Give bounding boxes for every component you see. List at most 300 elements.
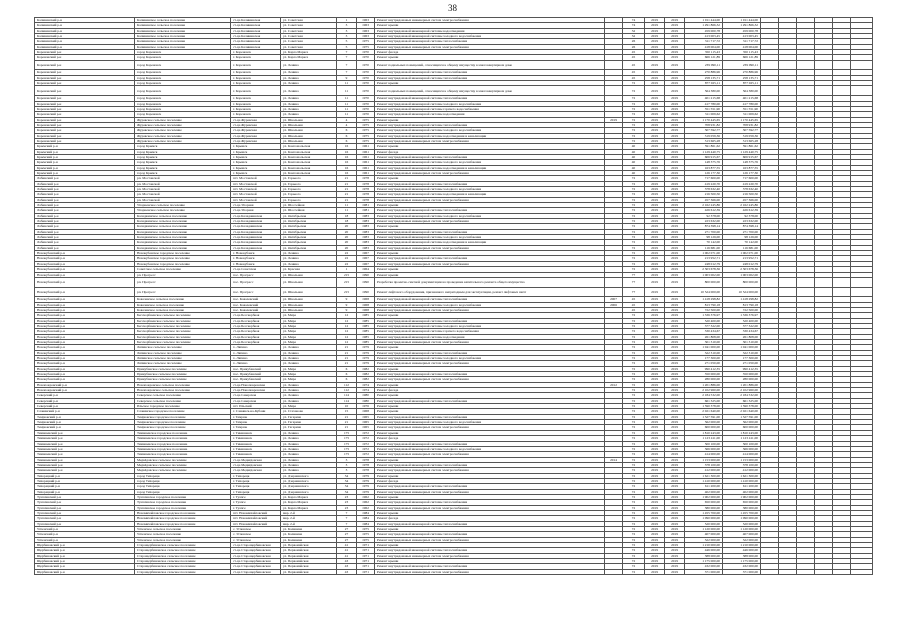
cell-wear: 45	[623, 307, 645, 312]
cell-house-number: 20	[337, 235, 357, 240]
cell-settlement: х. Ляпино	[231, 361, 281, 366]
cell-cost-fund: 666 121,89	[723, 55, 761, 60]
cell-municipality: Старощербиновское сельское поселение	[135, 564, 231, 569]
cell-street: ул. Карла Маркса	[281, 500, 337, 505]
cell-work-type: Ремонт внутридомовой инженерной системы теплоснабжения	[375, 462, 605, 467]
cell-cost-fund: 330 434,67	[723, 329, 761, 334]
cell-cost-fund: 213 952,71	[723, 256, 761, 261]
cell-wear: 72	[623, 505, 645, 510]
cell-wear: 72	[623, 224, 645, 229]
cell-work-type: Ремонт фасада	[375, 149, 605, 154]
cell-plan-end: 2019	[665, 181, 685, 186]
cell-cost-fund: 307 592,77	[723, 128, 761, 133]
cell-plan-end: 2019	[665, 457, 685, 462]
cell-build-year: 1979	[357, 356, 375, 361]
cell-municipality: Северское сельское поселение	[135, 393, 231, 398]
cell-work-type: Ремонт внутридомовых инженерных систем электроснабжения	[375, 197, 605, 202]
cell-work-type: Ремонт внутридомовой инженерной системы теплоснабжения	[375, 229, 605, 234]
cell-extra-2	[779, 287, 797, 297]
cell-cost-fund: 426 612,39	[723, 208, 761, 213]
cell-municipality: Бесскорбненское сельское поселение	[135, 334, 231, 339]
cell-cost-total: 388 000,00	[685, 553, 723, 558]
cell-work-type: Ремонт внутридомовой инженерной системы холодного водоснабжения	[375, 446, 605, 451]
cell-settlement: г. Крымск	[231, 154, 281, 159]
cell-cost-total: 350 000,00	[685, 372, 723, 377]
cell-house-number: 23	[337, 494, 357, 499]
cell-settlement: ст-ца Бесскорбная	[231, 313, 281, 318]
cell-cost-total: 1 120 000,00	[685, 527, 723, 532]
cell-cost-fund: 1 902 000,00	[723, 494, 761, 499]
cell-settlement: г. Новокубанск	[231, 256, 281, 261]
table-row	[35, 28, 873, 33]
cell-cost-total: 1 011 444,00	[685, 18, 723, 23]
cell-extra-1	[761, 60, 779, 70]
table-row	[35, 18, 873, 23]
cell-plan-start: 2019	[645, 543, 665, 548]
cell-cost-total: 366 000,00	[685, 446, 723, 451]
cell-work-type: Ремонт крыши	[375, 176, 605, 181]
cell-settlement: х. Ляпино	[231, 345, 281, 350]
cell-plan-end: 2019	[665, 256, 685, 261]
cell-municipality: город Крымск	[135, 149, 231, 154]
cell-cost-total: 1 210 000,00	[685, 543, 723, 548]
cell-street: ул. Дзержинского	[281, 478, 337, 483]
cell-wear: 72	[623, 425, 645, 430]
cell-district: Тимашевский р-н	[35, 441, 135, 446]
cell-street: ул. Ленина	[281, 446, 337, 451]
cell-house-number: 6	[337, 133, 357, 138]
cell-settlement: г. Кореновск	[231, 55, 281, 60]
cell-plan-end: 2019	[665, 39, 685, 44]
cell-extra-2	[779, 86, 797, 96]
cell-cost-total: 650 000,00	[685, 500, 723, 505]
cell-cost-total: 380 000,00	[685, 505, 723, 510]
cell-house-number: 3	[337, 457, 357, 462]
cell-street: ул. Ленина	[281, 256, 337, 261]
cell-plan-start: 2019	[645, 60, 665, 70]
cell-cost-total: 446 000,00	[685, 548, 723, 553]
cell-cost-fund: 990 412,35	[723, 366, 761, 371]
cell-plan-end: 2019	[665, 267, 685, 272]
cell-build-year: 1967	[357, 251, 375, 256]
cell-plan-end: 2019	[665, 404, 685, 409]
cell-work-type: Ремонт фасада	[375, 516, 605, 521]
cell-district: Тимашевский р-н	[35, 452, 135, 457]
cell-cost-total: 1 418 298,82	[685, 297, 723, 302]
table-row	[35, 452, 873, 457]
cell-street: ул. Мира	[281, 323, 337, 328]
cell-house-number: 175	[337, 430, 357, 435]
cell-municipality: Калининское сельское поселение	[135, 28, 231, 33]
cell-plan-end: 2019	[665, 494, 685, 499]
cell-district: Лабинский р-н	[35, 240, 135, 245]
cell-plan-start: 2019	[645, 240, 665, 245]
cell-work-type: Ремонт внутридомовых инженерных систем электроснабжения	[375, 425, 605, 430]
cell-house-number: 7	[337, 60, 357, 70]
cell-street: ул. Мира	[281, 339, 337, 344]
cell-build-year: 1975	[357, 133, 375, 138]
cell-house-number: 41	[337, 553, 357, 558]
cell-prior-year	[605, 569, 623, 574]
cell-plan-end: 2019	[665, 55, 685, 60]
cell-cost-fund: 1 123 411,00	[723, 436, 761, 441]
cell-plan-end: 2019	[665, 313, 685, 318]
cell-cost-total: 1 621 300,00	[685, 473, 723, 478]
cell-plan-start: 2019	[645, 532, 665, 537]
cell-plan-end: 2019	[665, 34, 685, 39]
cell-house-number: 1	[337, 18, 357, 23]
cell-settlement: г. Тимашевск	[231, 446, 281, 451]
cell-street: ул. Ленина	[281, 101, 337, 106]
cell-plan-start: 2019	[645, 28, 665, 33]
cell-plan-start: 2019	[645, 329, 665, 334]
cell-cost-total: 562 000,00	[685, 420, 723, 425]
cell-cost-total: 457 366,00	[685, 197, 723, 202]
cell-district: Тимашевский р-н	[35, 430, 135, 435]
cell-work-type: Ремонт внутридомовой инженерной системы теплоснабжения	[375, 208, 605, 213]
cell-district: Кореновский р-н	[35, 138, 135, 143]
cell-municipality: Ляпинское сельское поселение	[135, 350, 231, 355]
cell-extra-4	[815, 569, 833, 574]
cell-cost-total: 1 201 886,00	[685, 382, 723, 387]
cell-plan-start: 2019	[645, 527, 665, 532]
cell-cost-total: 301 310,00	[685, 339, 723, 344]
cell-plan-start: 2019	[645, 50, 665, 55]
cell-district: Щербиновский р-н	[35, 569, 135, 574]
cell-house-number: 11	[337, 208, 357, 213]
cell-municipality: Бесскорбненское сельское поселение	[135, 318, 231, 323]
cell-district: Лабинский р-н	[35, 187, 135, 192]
table-row	[35, 553, 873, 558]
cell-house-number: 215	[337, 272, 357, 277]
cell-municipality: город Крымск	[135, 165, 231, 170]
cell-street: ул. Ленина	[281, 452, 337, 457]
cell-build-year: 1970	[357, 86, 375, 96]
cell-municipality: Тимашевское городское поселение	[135, 430, 231, 435]
cell-municipality: город Тихорецк	[135, 489, 231, 494]
cell-municipality: Темрюкское городское поселение	[135, 425, 231, 430]
cell-street: ул. Шоссейная	[281, 203, 337, 208]
cell-cost-total: 377 322,00	[685, 323, 723, 328]
cell-cost-total: 1 336 376,97	[685, 313, 723, 318]
cell-district: Кореновский р-н	[35, 70, 135, 75]
cell-plan-end: 2019	[665, 81, 685, 86]
cell-cost-total: 1 041 000,00	[685, 345, 723, 350]
cell-build-year: 1978	[357, 192, 375, 197]
cell-wear: 72	[623, 197, 645, 202]
cell-cost-total: 459 000,78	[685, 28, 723, 33]
cell-plan-start: 2019	[645, 272, 665, 277]
register-table	[34, 17, 873, 575]
cell-cost-total: 1 291 866,32	[685, 23, 723, 28]
cell-street: ул. Октябрьская	[281, 235, 337, 240]
cell-municipality: Бесскорбненское сельское поселение	[135, 313, 231, 318]
cell-municipality: рп. Мостовской	[135, 187, 231, 192]
cell-municipality: город Крымск	[135, 154, 231, 159]
cell-wear: 72	[623, 187, 645, 192]
cell-house-number: 21	[337, 356, 357, 361]
cell-street: ул. Ленина	[281, 70, 337, 75]
cell-work-type: Ремонт внутридомовых инженерных систем электроснабжения	[375, 569, 605, 574]
cell-plan-start: 2019	[645, 457, 665, 462]
cell-prior-year	[605, 60, 623, 70]
cell-district: Новокубанский р-н	[35, 372, 135, 377]
cell-wear: 72	[623, 420, 645, 425]
cell-wear: 72	[623, 267, 645, 272]
cell-work-type: Ремонт внутридомовых инженерных систем электроснабжения	[375, 170, 605, 175]
cell-district: Крымский р-н	[35, 154, 135, 159]
cell-work-type: Ремонт внутридомовой инженерной системы холодного водоснабжения	[375, 235, 605, 240]
cell-settlement: с. Успенское	[231, 527, 281, 532]
cell-district: Тимашевский р-н	[35, 468, 135, 473]
cell-plan-end: 2019	[665, 377, 685, 382]
cell-street: ул. Карла Маркса	[281, 55, 337, 60]
cell-wear: 72	[623, 452, 645, 457]
cell-build-year: 1975	[357, 537, 375, 542]
cell-settlement: ст-ца Новопокровская	[231, 382, 281, 387]
cell-wear: 40	[623, 144, 645, 149]
cell-wear: 45	[623, 70, 645, 75]
cell-work-type: Ремонт внутридомовой инженерной системы теплоснабжения	[375, 256, 605, 261]
cell-work-type: Ремонт внутридомовой инженерной системы водоотведения и канализации	[375, 133, 605, 138]
cell-work-type: Ремонт крыши	[375, 382, 605, 387]
cell-municipality: Калининское сельское поселение	[135, 18, 231, 23]
cell-work-type: Ремонт внутридомовой инженерной системы горячего водоснабжения	[375, 106, 605, 111]
cell-cost-fund: 413 003,45	[723, 34, 761, 39]
cell-settlement: ст-ца Старощербиновская	[231, 559, 281, 564]
cell-municipality: Туапсинское городское поселение	[135, 505, 231, 510]
cell-work-type: Ремонт крыши	[375, 55, 605, 60]
cell-work-type: Ремонт внутридомовой инженерной системы теплоснабжения	[375, 372, 605, 377]
cell-settlement: г. Славянск-на-Кубани	[231, 409, 281, 414]
cell-district: Новокубанский р-н	[35, 277, 135, 287]
cell-municipality: Старощербиновское сельское поселение	[135, 548, 231, 553]
cell-street: ул. Ленина	[281, 112, 337, 117]
cell-plan-start: 2019	[645, 494, 665, 499]
cell-wear: 72	[623, 548, 645, 553]
cell-street: ул. Красная	[281, 267, 337, 272]
cell-build-year: 1963	[357, 23, 375, 28]
register-rows	[35, 18, 873, 575]
cell-cost-fund: 377 322,00	[723, 323, 761, 328]
cell-settlement: г. Кореновск	[231, 86, 281, 96]
cell-house-number: 34	[337, 473, 357, 478]
cell-plan-end: 2019	[665, 446, 685, 451]
cell-municipality: Ильское городское поселение	[135, 404, 231, 409]
cell-district: Калининский р-н	[35, 39, 135, 44]
cell-build-year: 1963	[357, 28, 375, 33]
cell-build-year: 1983	[357, 219, 375, 224]
cell-build-year: 1967	[357, 261, 375, 266]
cell-wear: 72	[623, 106, 645, 111]
cell-plan-end: 2019	[665, 187, 685, 192]
cell-settlement: г. Кореновск	[231, 106, 281, 111]
cell-build-year: 1970	[357, 96, 375, 101]
cell-plan-start: 2019	[645, 154, 665, 159]
table-row	[35, 39, 873, 44]
cell-plan-end: 2019	[665, 484, 685, 489]
cell-municipality: рп. Мостовской	[135, 192, 231, 197]
cell-plan-end: 2019	[665, 436, 685, 441]
cell-extra-6	[851, 287, 873, 297]
cell-house-number: 11	[337, 106, 357, 111]
cell-plan-end: 2019	[665, 197, 685, 202]
cell-district: Крымский р-н	[35, 170, 135, 175]
cell-wear: 72	[623, 564, 645, 569]
cell-cost-total: 417 780,00	[685, 101, 723, 106]
cell-wear: 72	[623, 553, 645, 558]
cell-wear: 40	[623, 170, 645, 175]
cell-street: ул. Горького	[281, 197, 337, 202]
cell-build-year: 1970	[357, 55, 375, 60]
cell-house-number: 175	[337, 446, 357, 451]
cell-settlement: ст-ца Каладжинская	[231, 240, 281, 245]
cell-street: ул. Мира	[281, 377, 337, 382]
cell-house-number: 3	[337, 468, 357, 473]
cell-district: Лабинский р-н	[35, 219, 135, 224]
cell-build-year: 1971	[357, 543, 375, 548]
cell-cost-fund: 378 632,40	[723, 187, 761, 192]
cell-cost-fund: 371 000,00	[723, 569, 761, 574]
cell-cost-fund: 1 120 000,00	[723, 527, 761, 532]
cell-wear: 45	[623, 297, 645, 302]
cell-wear: 72	[623, 117, 645, 122]
cell-work-type: Ремонт внутридомовой инженерной системы теплоснабжения	[375, 521, 605, 526]
cell-street: ул. Школьная	[281, 133, 337, 138]
table-row	[35, 537, 873, 542]
cell-settlement: г. Тимашевск	[231, 441, 281, 446]
cell-district: Тимашевский р-н	[35, 462, 135, 467]
table-row	[35, 297, 873, 302]
cell-wear: 72	[623, 489, 645, 494]
page-number: 38	[448, 3, 457, 13]
table-row	[35, 287, 873, 297]
cell-cost-fund: 401 215,68	[723, 96, 761, 101]
cell-street: ул. Дзержинского	[281, 484, 337, 489]
cell-cost-total: 330 434,67	[685, 329, 723, 334]
cell-house-number: 16	[337, 149, 357, 154]
cell-street: ул. Комсомольская	[281, 149, 337, 154]
cell-plan-end: 2019	[665, 261, 685, 266]
cell-district: Кореновский р-н	[35, 133, 135, 138]
cell-house-number: 3	[337, 462, 357, 467]
cell-municipality: рп. Мостовской	[135, 181, 231, 186]
table-row	[35, 350, 873, 355]
cell-street: ул. Первомайская	[281, 553, 337, 558]
cell-street: ул. Ленина	[281, 345, 337, 350]
cell-district: Кореновский р-н	[35, 50, 135, 55]
cell-settlement: пгт. Новомихайловский	[231, 510, 281, 515]
cell-house-number: 21	[337, 361, 357, 366]
cell-settlement: ст-ца Бесскорбная	[231, 318, 281, 323]
cell-street: ул. Калинина	[281, 537, 337, 542]
cell-district: Калининский р-н	[35, 23, 135, 28]
cell-work-type: Ремонт внутридомовой инженерной системы холодного водоснабжения	[375, 128, 605, 133]
cell-build-year: 1971	[357, 548, 375, 553]
cell-plan-start: 2019	[645, 446, 665, 451]
cell-build-year: 1983	[357, 235, 375, 240]
cell-street: ул. Карла Маркса	[281, 505, 337, 510]
cell-work-type: Ремонт внутридомовой инженерной системы теплоснабжения	[375, 39, 605, 44]
cell-street: ул. Ленина	[281, 251, 337, 256]
cell-plan-end: 2019	[665, 543, 685, 548]
cell-municipality: Тимашевское городское поселение	[135, 446, 231, 451]
cell-plan-start: 2019	[645, 361, 665, 366]
cell-cost-total: 163 877,55	[685, 165, 723, 170]
cell-district: Лабинский р-н	[35, 181, 135, 186]
cell-street: ул. Ленина	[281, 356, 337, 361]
cell-district: Крымский р-н	[35, 149, 135, 154]
cell-house-number: 7	[337, 510, 357, 515]
cell-plan-start: 2019	[645, 117, 665, 122]
cell-street: ул. Комсомольская	[281, 160, 337, 165]
cell-house-number: 34	[337, 478, 357, 483]
cell-cost-fund: 350 115,43	[723, 50, 761, 55]
cell-house-number: 21	[337, 425, 357, 430]
cell-district: Новокубанский р-н	[35, 356, 135, 361]
cell-settlement: пгт. Мостовской	[231, 187, 281, 192]
cell-build-year: 1983	[357, 229, 375, 234]
cell-house-number: 3	[337, 34, 357, 39]
cell-house-number: 27	[337, 527, 357, 532]
cell-district: Калининский р-н	[35, 28, 135, 33]
cell-district: Калининский р-н	[35, 18, 135, 23]
cell-house-number: 7	[337, 70, 357, 75]
cell-cost-total: 280 000,00	[685, 377, 723, 382]
cell-work-type: Ремонт крыши	[375, 409, 605, 414]
table-row	[35, 500, 873, 505]
cell-house-number: 12	[337, 313, 357, 318]
table-row	[35, 323, 873, 328]
cell-cost-total: 520 400,00	[685, 318, 723, 323]
cell-cost-total: 520 000,00	[685, 521, 723, 526]
cell-cost-total: 407 000,00	[685, 532, 723, 537]
cell-cost-total: 666 121,89	[685, 55, 723, 60]
cell-cost-fund: 271 050,00	[723, 361, 761, 366]
cell-settlement: ст-ца Калининская	[231, 44, 281, 49]
cell-district: Успенский р-н	[35, 527, 135, 532]
cell-settlement: пос. Ковалевский	[231, 307, 281, 312]
cell-plan-end: 2019	[665, 569, 685, 574]
cell-wear: 45	[623, 75, 645, 80]
cell-cost-total: 92 378,00	[685, 213, 723, 218]
cell-plan-end: 2019	[665, 170, 685, 175]
cell-build-year: 1978	[357, 181, 375, 186]
cell-work-type: Ремонт внутридомовой инженерной системы водоотведения и канализации	[375, 240, 605, 245]
cell-extra-4	[815, 277, 833, 287]
cell-work-type: Ремонт внутридомовой инженерной системы теплоснабжения	[375, 181, 605, 186]
cell-cost-fund: 2 021 640,00	[723, 409, 761, 414]
cell-municipality: Новокубанское городское поселение	[135, 256, 231, 261]
cell-cost-fund: 248 012,79	[723, 261, 761, 266]
cell-extra-5	[833, 86, 851, 96]
cell-cost-total: 311 009,62	[685, 112, 723, 117]
cell-municipality: Успенское сельское поселение	[135, 532, 231, 537]
cell-build-year: 1983	[357, 245, 375, 250]
cell-work-type: Ремонт крыши	[375, 559, 605, 564]
cell-municipality: город Кореновск	[135, 96, 231, 101]
cell-district: Туапсинский р-н	[35, 505, 135, 510]
cell-plan-end: 2019	[665, 489, 685, 494]
cell-house-number: 34	[337, 489, 357, 494]
cell-settlement: ст-ца Старощербиновская	[231, 548, 281, 553]
cell-build-year: 1979	[357, 484, 375, 489]
cell-municipality: Журавское сельское поселение	[135, 128, 231, 133]
cell-municipality: Новомихайловское городское поселение	[135, 521, 231, 526]
cell-work-type: Ремонт внутридомовых инженерных систем электроснабжения	[375, 339, 605, 344]
cell-house-number: 16	[337, 170, 357, 175]
cell-settlement: пос. Ковалевский	[231, 297, 281, 302]
